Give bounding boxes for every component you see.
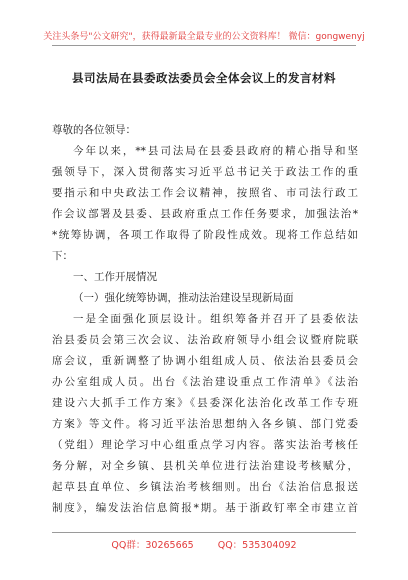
header-divider [52,45,356,46]
paragraph-line: 建设六大抓手工作方案》《县委深化法治化改革工作专班 [52,397,358,409]
paragraph-line: 强领导下，深入贯彻落实习近平总书记关于政法工作的重 [52,166,358,178]
paragraph-line: 治县委员会第三次会议、法治政府领导小组会议暨府院联 [52,334,358,346]
footer-divider [52,532,356,533]
paragraph-line: *统筹协调，各项工作取得了阶段性成效。现将工作总结如 [52,229,358,241]
document-title: 县司法局在县委政法委员会全体会议上的发言材料 [72,71,336,85]
salutation: 尊敬的各位领导： [52,124,136,136]
paragraph-line: 制度》，编发法治信息简报*期。基于浙政钉率全市建立首 [52,502,358,514]
paragraph-line: （党组）理论学习中心组重点学习内容。落实法治考核任 [52,439,358,451]
paragraph-line: 席会议，重新调整了协调小组组成人员、依法治县委员会 [52,355,358,367]
footer-contact [0,537,408,551]
paragraph-line: 一是全面强化顶层设计。组织筹备并召开了县委依法 [73,313,358,325]
footer-qq-group: QQ群：30265665 [111,540,194,551]
paragraph-line: 方案》等文件。将习近平法治思想纳入各乡镇、部门党委 [52,418,358,430]
paragraph-line: 办公室组成人员。出台《法治建设重点工作清单》《法治 [52,376,358,388]
footer-qq: QQ：535304092 [217,540,297,551]
section-heading: 一、工作开展情况 [73,271,157,283]
paragraph-line: 起草县直单位、乡镇法治考核细则。出台《法治信息报送 [52,481,358,493]
subsection-heading: （一）强化统筹协调，推动法治建设呈现新局面 [73,292,294,304]
paragraph-line: 要指示和中央政法工作会议精神，按照省、市司法行政工 [52,187,358,199]
paragraph-line: 今年以来，**县司法局在县委县政府的精心指导和坚 [73,145,358,157]
paragraph-line: 务分解，对全乡镇、县机关单位进行法治建设考核赋分， [52,460,358,472]
header-banner: 关注头条号"公文研究"，获得最新最全最专业的公文资料库！ 微信：gongwenyj [43,32,365,42]
paragraph-line: 作会议部署及县委、县政府重点工作任务要求，加强法治* [52,208,358,220]
document-body [52,120,358,519]
paragraph-line: 下： [52,250,73,262]
